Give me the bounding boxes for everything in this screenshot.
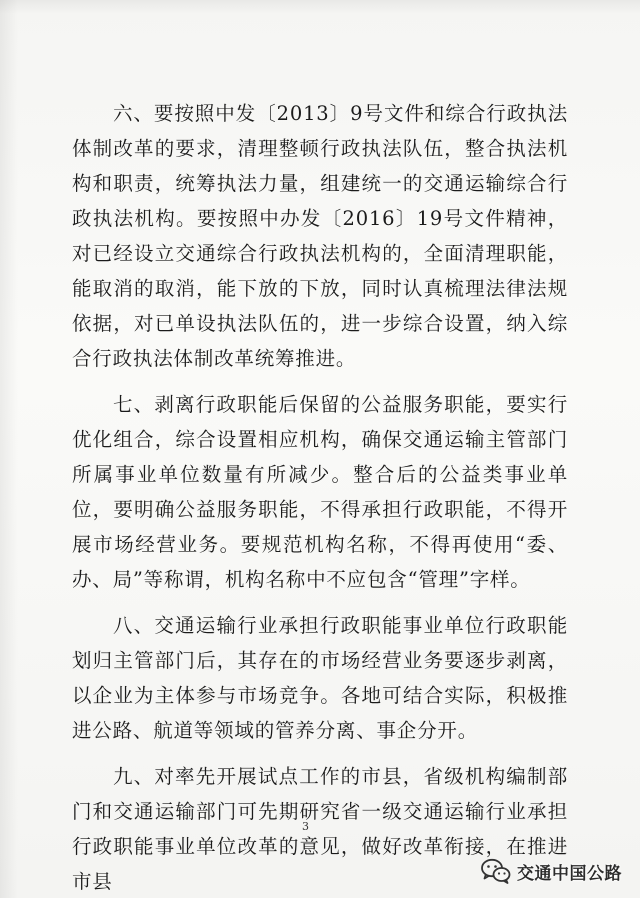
paragraph-seven: 七、剥离行政职能后保留的公益服务职能，要实行优化组合，综合设置相应机构，确保交通运输主管部门所属事业单位数量有所减少。整合后的公益类事业单位，要明确公益服务职能，不得承担行政职能，不得开展市场经营业务。要规范机构名称，不得再使用“委、办、局”等称谓，机构名称中不应包含“管理”字样。 [72,393,568,591]
paragraph-eight: 八、交通运输行业承担行政职能事业单位行政职能划归主管部门后，其存在的市场经营业务要逐步剥离，以企业为主体参与市场竞争。各地可结合实际，积极推进公路、航道等领域的管养分离、事企分开。 [72,614,568,742]
paragraph-nine: 九、对率先开展试点工作的市县，省级机构编制部门和交通运输部门可先期研究省一级交通运输行业承担行政职能事业单位改革的意见，做好改革衔接，在推进市县 [72,765,568,893]
paragraph-six: 六、要按照中发〔2013〕9号文件和综合行政执法体制改革的要求，清理整顿行政执法队伍，整合执法机构和职责，统筹执法力量，组建统一的交通运输综合行政执法机构。要按照中办发〔2016〕19号文件精神，对已经设立交通综合行政执法机构的，全面清理职能，能取消的取消，能下放的下放，同时认真梳理法律法规依据，对已单设执法队伍的，进一步综合设置，纳入综合行政执法体制改革统筹推进。 [72,102,568,370]
watermark [481,858,622,884]
scan-shadow-top [0,0,640,14]
wechat-icon [481,858,511,884]
document-body [72,96,568,898]
page-number: 3 [302,820,309,833]
scan-shadow-left [0,0,18,898]
watermark-text: 交通中国公路 [517,863,622,884]
